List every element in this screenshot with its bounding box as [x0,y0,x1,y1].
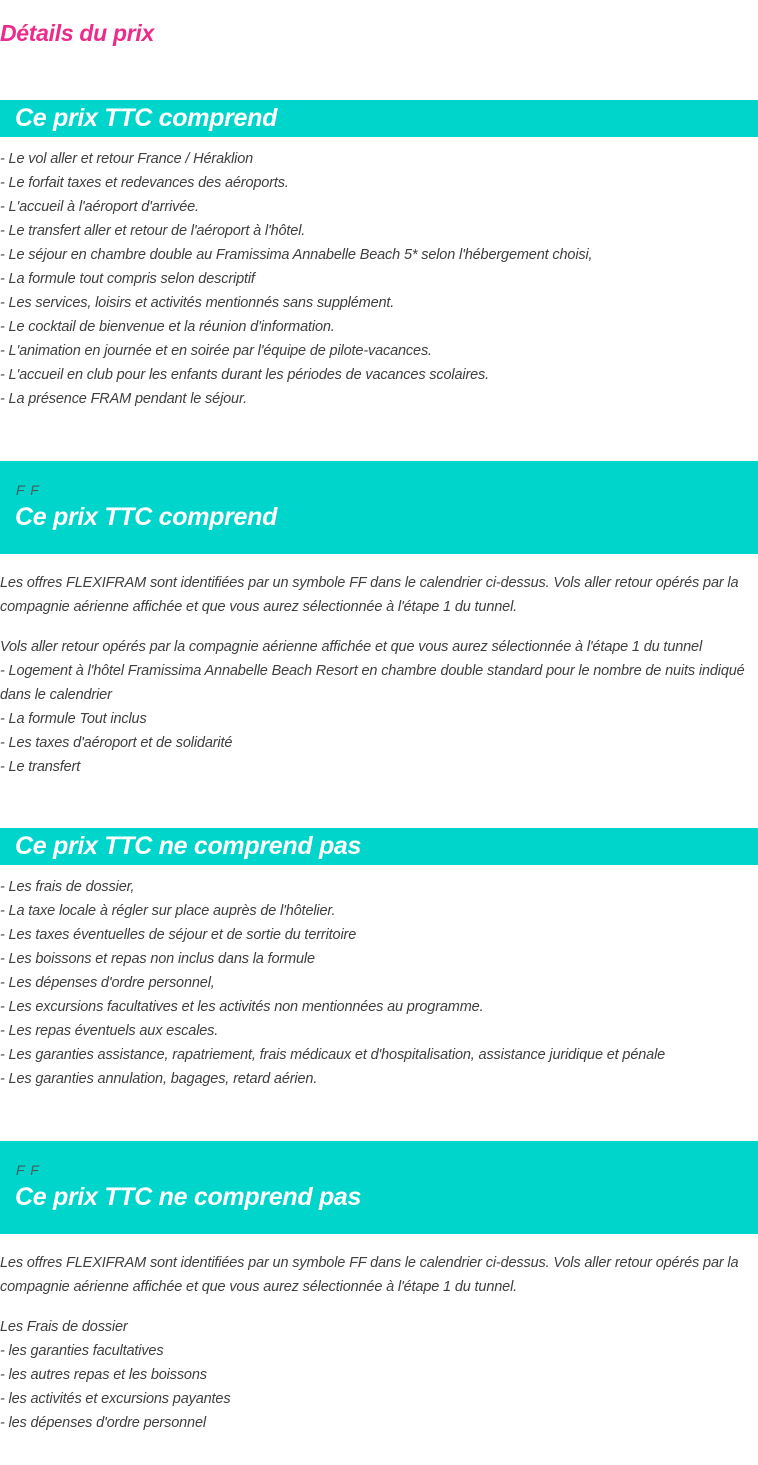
ff-symbol: F F [16,1162,40,1178]
list-item: - Le vol aller et retour France / Héraklion [0,151,254,167]
list-item: - Les services, loisirs et activités mentionnés sans supplément. [0,295,395,311]
list-item: - les activités et excursions payantes [0,1391,231,1407]
list-item: - Les taxes d'aéroport et de solidarité [0,735,233,751]
flexifram-includes-banner [0,461,758,554]
flexifram-includes-section [0,461,758,779]
list-item: Les Frais de dossier [0,1319,128,1335]
includes-section [0,100,758,411]
list-item: - Les taxes éventuelles de séjour et de sortie du territoire [0,927,357,943]
list-item: - Le cocktail de bienvenue et la réunion d'information. [0,319,335,335]
list-item: - Le transfert aller et retour de l'aéroport à l'hôtel. [0,223,306,239]
list-item: - L'accueil à l'aéroport d'arrivée. [0,199,199,215]
flexifram-excludes-list [0,1315,758,1435]
flexifram-excludes-heading: Ce prix TTC ne comprend pas [15,1183,362,1211]
list-item: - Les frais de dossier, [0,879,135,895]
flexifram-includes-intro: Les offres FLEXIFRAM sont identifiées par un symbole FF dans le calendrier ci-dessus. Vols aller retour opérés par la compagnie aérienne affichée et que vous aurez sélectionnée à l'étape 1 du tunnel. [0,575,739,615]
list-item: - L'animation en journée et en soirée par l'équipe de pilote-vacances. [0,343,432,359]
list-item: - Les excursions facultatives et les activités non mentionnées au programme. [0,999,484,1015]
list-item: - La présence FRAM pendant le séjour. [0,391,247,407]
flexifram-excludes-intro: Les offres FLEXIFRAM sont identifiées par un symbole FF dans le calendrier ci-dessus. Vols aller retour opérés par la compagnie aérienne affichée et que vous aurez sélectionnée à l'étape 1 du tunnel. [0,1255,739,1295]
includes-heading: Ce prix TTC comprend [15,104,278,132]
list-item: - Le transfert [0,759,81,775]
includes-banner [0,100,758,137]
list-item: Vols aller retour opérés par la compagnie aérienne affichée et que vous aurez sélectionnée à l'étape 1 du tunnel [0,639,703,655]
list-item: - La formule tout compris selon descriptif [0,271,255,287]
flexifram-includes-heading: Ce prix TTC comprend [15,503,278,531]
excludes-section [0,828,758,1091]
list-item: - Le séjour en chambre double au Framissima Annabelle Beach 5* selon l'hébergement choisi, [0,247,593,263]
list-item: - les autres repas et les boissons [0,1367,207,1383]
list-item: - les garanties facultatives [0,1343,164,1359]
list-item: - L'accueil en club pour les enfants durant les périodes de vacances scolaires. [0,367,490,383]
flexifram-excludes-section [0,1141,758,1435]
list-item: - les dépenses d'ordre personnel [0,1415,206,1431]
page-title: Détails du prix [0,20,154,46]
list-item: - Les garanties assistance, rapatriement, frais médicaux et d'hospitalisation, assistance juridique et pénale [0,1047,666,1063]
flexifram-excludes-banner [0,1141,758,1234]
excludes-list [0,875,758,1091]
list-item: - La taxe locale à régler sur place auprès de l'hôtelier. [0,903,336,919]
ff-symbol: F F [16,482,40,498]
excludes-heading: Ce prix TTC ne comprend pas [15,832,362,860]
list-item: - Les garanties annulation, bagages, retard aérien. [0,1071,318,1087]
flexifram-includes-list [0,635,758,779]
list-item: - Logement à l'hôtel Framissima Annabelle Beach Resort en chambre double standard pour le nombre de nuits indiqué dans le calendrier [0,663,745,703]
list-item: - Les boissons et repas non inclus dans la formule [0,951,315,967]
list-item: - Les dépenses d'ordre personnel, [0,975,215,991]
includes-list [0,147,758,411]
list-item: - Les repas éventuels aux escales. [0,1023,219,1039]
list-item: - La formule Tout inclus [0,711,147,727]
excludes-banner [0,828,758,865]
list-item: - Le forfait taxes et redevances des aéroports. [0,175,289,191]
